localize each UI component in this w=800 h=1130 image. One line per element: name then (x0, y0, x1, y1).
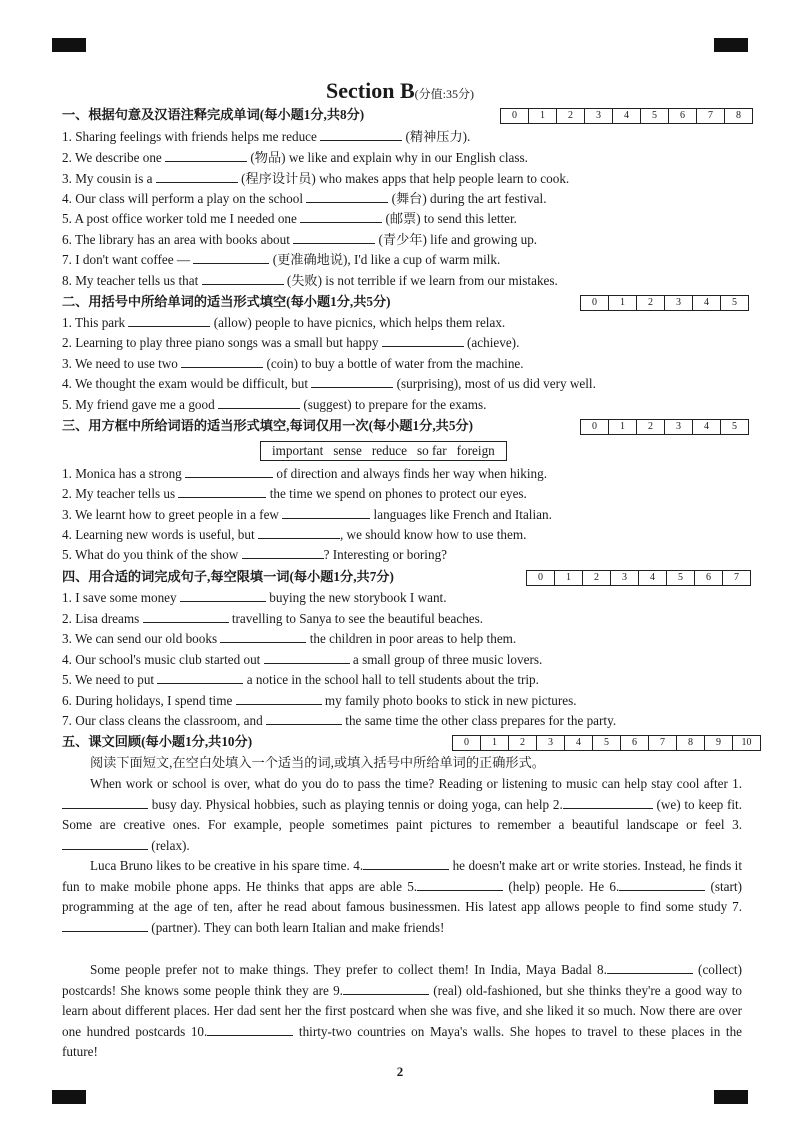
answer-blank[interactable] (178, 485, 266, 498)
question-line (62, 485, 527, 503)
score-cell[interactable]: 2 (637, 296, 665, 310)
score-cell[interactable]: 6 (669, 109, 697, 123)
answer-blank[interactable] (128, 314, 210, 327)
passage-text: (we) to keep fit. Some are creative ones. For example, people sometimes paint pictures to remember a beautiful landscape or feel 3. (62, 796, 743, 833)
answer-blank[interactable] (62, 837, 148, 850)
question-text: 3. We learnt how to greet people in a few (62, 507, 283, 522)
answer-blank[interactable] (185, 465, 273, 478)
question-text: (邮票) to send this letter. (382, 211, 517, 226)
passage-text: (help) people. He 6. (503, 878, 620, 894)
question-text: (失败) is not terrible if we learn from our mistakes. (283, 273, 558, 288)
question-text: 5. We need to put (62, 672, 158, 687)
answer-blank[interactable] (207, 1023, 293, 1036)
question-text: 4. Learning new words is useful, but (62, 527, 258, 542)
question-line (62, 692, 577, 710)
part4-heading: 四、用合适的词完成句子,每空限填一词(每小题1分,共7分) (62, 569, 394, 584)
page-number: 2 (396, 1064, 404, 1079)
score-cell[interactable]: 6 (695, 571, 723, 585)
answer-blank[interactable] (343, 982, 429, 995)
question-text: ? Interesting or boring? (323, 547, 448, 562)
question-line (62, 251, 500, 269)
score-cell[interactable]: 5 (641, 109, 669, 123)
question-line (62, 334, 519, 352)
registration-mark-top-right (714, 38, 748, 52)
passage-text: (relax). (148, 837, 190, 853)
score-cell[interactable]: 0 (581, 296, 609, 310)
registration-mark-bottom-right (714, 1090, 748, 1104)
question-line (62, 355, 524, 373)
answer-blank[interactable] (143, 610, 229, 623)
answer-blank[interactable] (156, 170, 238, 183)
part5-score-box (452, 735, 761, 751)
answer-blank[interactable] (258, 526, 340, 539)
score-cell[interactable]: 7 (734, 572, 739, 583)
question-line (62, 526, 526, 544)
question-text: 1. Monica has a strong (62, 466, 186, 481)
registration-mark-bottom-left (52, 1090, 86, 1104)
answer-blank[interactable] (193, 251, 269, 264)
question-text: 3. We need to use two (62, 356, 182, 371)
question-line (62, 231, 537, 249)
question-line (62, 272, 558, 290)
question-text: 7. I don't want coffee — (62, 252, 194, 267)
question-text: (舞台) during the art festival. (388, 191, 547, 206)
question-text: (allow) people to have picnics, which helps them relax. (210, 315, 506, 330)
word-bank-item: so far (417, 443, 447, 458)
question-text: 5. A post office worker told me I needed one (62, 211, 301, 226)
question-text: (青少年) life and growing up. (375, 232, 538, 247)
question-text: (suggest) to prepare for the exams. (300, 397, 487, 412)
score-cell[interactable]: 3 (585, 109, 613, 123)
score-cell[interactable]: 5 (667, 571, 695, 585)
answer-blank[interactable] (619, 878, 705, 891)
question-text: a small group of three music lovers. (349, 652, 543, 667)
question-text: the same time the other class prepares for the party. (341, 713, 617, 728)
question-text: (surprising), most of us did very well. (393, 376, 596, 391)
question-line (62, 630, 516, 648)
section-score-text: (分值:35分) (414, 87, 474, 101)
score-cell[interactable]: 4 (565, 736, 593, 750)
question-line (62, 712, 616, 730)
section-title-text: Section B (326, 78, 415, 103)
passage-text: (partner). They can both learn Italian and make friends! (148, 919, 445, 935)
passage-text: Some people prefer not to make things. They prefer to collect them! In India, Maya Badal 8. (90, 962, 607, 977)
passage-text: When work or school is over, what do you do to pass the time? Reading or listening to music can help stay cool after 1. (90, 776, 742, 791)
question-text: a notice in the school hall to tell students about the trip. (243, 672, 539, 687)
question-text: the time we spend on phones to protect our eyes. (266, 486, 527, 501)
answer-blank[interactable] (180, 589, 266, 602)
score-cell[interactable]: 1 (609, 296, 637, 310)
score-cell[interactable]: 2 (637, 420, 665, 434)
passage-text: he doesn't make art or write stories. Instead, he finds it fun to make mobile phone apps. He thinks that apps are able 5. (62, 858, 743, 894)
passage-text: Luca Bruno likes to be creative in his spare time. 4. (90, 858, 364, 873)
score-cell[interactable]: 3 (611, 571, 639, 585)
part3-heading: 三、用方框中所给词语的适当形式填空,每词仅用一次(每小题1分,共5分) (62, 418, 473, 433)
answer-blank[interactable] (417, 878, 503, 891)
answer-blank[interactable] (157, 671, 243, 684)
question-text: (精神压力). (402, 129, 471, 144)
question-text: 3. We can send our old books (62, 631, 221, 646)
score-cell[interactable]: 4 (613, 109, 641, 123)
question-text: buying the new storybook I want. (265, 590, 447, 605)
answer-blank[interactable] (300, 210, 382, 223)
word-bank-item: foreign (456, 443, 495, 458)
question-line (62, 506, 552, 524)
question-text: 6. During holidays, I spend time (62, 693, 236, 708)
answer-blank[interactable] (62, 796, 148, 809)
answer-blank[interactable] (382, 334, 464, 347)
passage-text: busy day. Physical hobbies, such as playing tennis or doing yoga, can help 2. (148, 796, 563, 812)
question-line (62, 314, 505, 332)
part4-score-box (526, 570, 751, 586)
answer-blank[interactable] (264, 651, 350, 664)
question-text: 2. Lisa dreams (62, 611, 143, 626)
answer-blank[interactable] (320, 128, 402, 141)
question-line (62, 671, 539, 689)
part5-heading: 五、课文回顾(每小题1分,共10分) (62, 734, 253, 749)
score-cell[interactable]: 3 (537, 736, 565, 750)
question-text: 4. We thought the exam would be difficult, but (62, 376, 312, 391)
part5-instruction: 阅读下面短文,在空白处填入一个适当的词,或填入括号中所给单词的正确形式。 (90, 755, 545, 770)
question-line (62, 396, 486, 414)
score-cell[interactable]: 9 (705, 736, 733, 750)
question-text: 2. Learning to play three piano songs was a small but happy (62, 335, 382, 350)
score-cell[interactable]: 6 (621, 736, 649, 750)
question-line (62, 465, 547, 483)
score-cell[interactable]: 5 (732, 297, 737, 308)
passage-paragraph-3 (62, 960, 742, 1063)
question-text: 2. We describe one (62, 150, 166, 165)
question-text: 8. My teacher tells us that (62, 273, 202, 288)
question-text: 6. The library has an area with books about (62, 232, 294, 247)
score-cell[interactable]: 5 (593, 736, 621, 750)
question-line (62, 128, 470, 146)
question-line (62, 190, 547, 208)
score-cell[interactable]: 1 (529, 109, 557, 123)
question-line (62, 589, 447, 607)
question-line (62, 546, 447, 564)
question-text: the children in poor areas to help them. (306, 631, 517, 646)
passage-text: (collect) postcards! She knows some people think they are 9. (62, 962, 742, 998)
question-text: (程序设计员) who makes apps that help people learn to cook. (237, 171, 570, 186)
word-bank-box (260, 441, 507, 461)
question-text: 1. I save some money (62, 590, 180, 605)
answer-blank[interactable] (218, 396, 300, 409)
question-text: (coin) to buy a bottle of water from the machine. (263, 356, 524, 371)
question-line (62, 170, 569, 188)
word-bank-item: sense (333, 443, 362, 458)
part1-score-box (500, 108, 753, 124)
answer-blank[interactable] (62, 919, 148, 932)
score-cell[interactable]: 5 (732, 421, 737, 432)
registration-mark-top-left (52, 38, 86, 52)
score-cell[interactable]: 0 (581, 420, 609, 434)
score-cell[interactable]: 8 (736, 110, 741, 121)
question-line (62, 651, 542, 669)
answer-blank[interactable] (282, 506, 370, 519)
answer-blank[interactable] (242, 546, 324, 559)
score-cell[interactable]: 3 (665, 420, 693, 434)
answer-blank[interactable] (266, 712, 342, 725)
score-cell[interactable]: 7 (697, 109, 725, 123)
word-bank-item: important (272, 443, 324, 458)
score-cell[interactable]: 3 (665, 296, 693, 310)
part3-score-box (580, 419, 749, 435)
question-text: 5. What do you think of the show (62, 547, 242, 562)
question-line (62, 149, 528, 167)
question-text: 5. My friend gave me a good (62, 397, 219, 412)
answer-blank[interactable] (607, 961, 693, 974)
part2-score-box (580, 295, 749, 311)
answer-blank[interactable] (181, 355, 263, 368)
answer-blank[interactable] (202, 272, 284, 285)
score-cell[interactable]: 0 (453, 736, 481, 750)
question-text: (achieve). (463, 335, 520, 350)
answer-blank[interactable] (220, 630, 306, 643)
score-cell[interactable]: 10 (741, 737, 752, 748)
score-cell[interactable]: 2 (583, 571, 611, 585)
question-text: 2. My teacher tells us (62, 486, 179, 501)
score-cell[interactable]: 0 (527, 571, 555, 585)
score-cell[interactable]: 1 (481, 736, 509, 750)
question-text: my family photo books to stick in new pictures. (321, 693, 577, 708)
score-cell[interactable]: 2 (557, 109, 585, 123)
passage-text: thirty-two countries on Maya's walls. She hopes to travel to these places in the future! (62, 1023, 743, 1060)
question-text: 1. Sharing feelings with friends helps me reduce (62, 129, 321, 144)
answer-blank[interactable] (165, 149, 247, 162)
question-text: languages like French and Italian. (370, 507, 552, 522)
score-cell[interactable]: 1 (609, 420, 637, 434)
question-text: travelling to Sanya to see the beautiful beaches. (228, 611, 484, 626)
question-line (62, 610, 483, 628)
passage-paragraph-1 (62, 774, 742, 856)
question-text: , we should know how to use them. (339, 527, 527, 542)
score-cell[interactable]: 4 (693, 296, 721, 310)
score-cell[interactable]: 2 (509, 736, 537, 750)
question-text: (更准确地说), I'd like a cup of warm milk. (269, 252, 501, 267)
passage-text: (start) programming at the age of ten, after he read about famous businessmen. His latest app allows people to find some study 7. (62, 878, 742, 915)
word-bank-item: reduce (371, 443, 407, 458)
question-text: 1. This park (62, 315, 129, 330)
score-cell[interactable]: 1 (555, 571, 583, 585)
answer-blank[interactable] (563, 796, 653, 809)
question-text: of direction and always finds her way when hiking. (273, 466, 547, 481)
question-text: (物品) we like and explain why in our English class. (247, 150, 528, 165)
section-title (0, 78, 800, 104)
question-line (62, 375, 596, 393)
score-cell[interactable]: 4 (693, 420, 721, 434)
answer-blank[interactable] (306, 190, 388, 203)
answer-blank[interactable] (311, 375, 393, 388)
question-text: 3. My cousin is a (62, 171, 156, 186)
passage-paragraph-2 (62, 856, 742, 938)
answer-blank[interactable] (293, 231, 375, 244)
passage-text: (real) old-fashioned, but she thinks they're a good way to learn about different places. Her dad sent her the first postcard when she was five, and she liked it so much. Now there are over one hundred postcards 10. (62, 982, 742, 1039)
score-cell[interactable]: 8 (677, 736, 705, 750)
question-text: 4. Our school's music club started out (62, 652, 264, 667)
part1-heading: 一、根据句意及汉语注释完成单词(每小题1分,共8分) (62, 107, 365, 122)
question-text: 7. Our class cleans the classroom, and (62, 713, 266, 728)
question-line (62, 210, 517, 228)
score-cell[interactable]: 4 (639, 571, 667, 585)
score-cell[interactable]: 0 (501, 109, 529, 123)
answer-blank[interactable] (236, 692, 322, 705)
question-text: 4. Our class will perform a play on the school (62, 191, 307, 206)
score-cell[interactable]: 7 (649, 736, 677, 750)
part2-heading: 二、用括号中所给单词的适当形式填空(每小题1分,共5分) (62, 294, 391, 309)
answer-blank[interactable] (363, 857, 449, 870)
